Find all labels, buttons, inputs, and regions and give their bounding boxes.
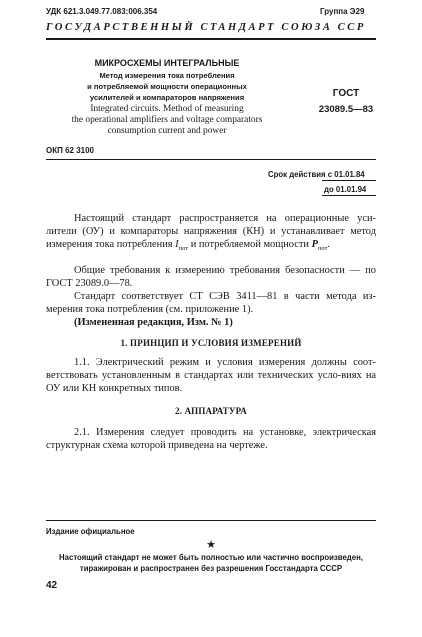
star-icon: ★ (206, 539, 216, 551)
okp-rule (46, 159, 376, 160)
validity-to-label: до (324, 185, 334, 194)
validity-from-label: Срок действия с (268, 170, 333, 179)
validity-from-date: 01.01.84 (334, 170, 365, 179)
doc-title: МИКРОСХЕМЫ ИНТЕГРАЛЬНЫЕ (94, 58, 240, 68)
subscript-pot: пот (178, 245, 189, 253)
udk-code: УДК 621.3.049.77.083:006.354 (46, 7, 158, 16)
title-en-line: the operational amplifiers and voltage comparators (71, 115, 263, 125)
symbol-p: P (311, 239, 318, 250)
section-1-paragraph: 1.1. Электрический режим и условия измерения должны соот-ветствовать установленным в стандартах или технических усло-виях на ОУ или КН конкретных типов. (46, 357, 376, 394)
footer-rule (46, 520, 376, 521)
subscript-pot: пот (317, 245, 328, 253)
validity-underline (322, 180, 376, 181)
general-requirements-paragraph: Общие требования к измерению требования безопасности — по ГОСТ 23089.0—78. (46, 265, 376, 289)
title-ru-line: Метод измерения тока потребления (99, 71, 235, 80)
header-rule (46, 38, 376, 40)
validity-to (324, 185, 366, 194)
okp-code: ОКП 62 3100 (46, 146, 94, 155)
title-en-line: Integrated circuits. Method of measuring (90, 104, 244, 114)
section-1-title: 1. ПРИНЦИП И УСЛОВИЯ ИЗМЕРЕНИЙ (120, 338, 302, 348)
copyright-line: тиражирован и распространен без разрешения Госстандарта СССР (79, 564, 343, 573)
validity-to-date: 01.01.94 (335, 185, 367, 194)
doc-title-en (40, 104, 294, 137)
amendment-note: (Измененная редакция, Изм. № 1) (74, 317, 233, 328)
intro-paragraph: Настоящий стандарт распространяется на операционные уси-лители (ОУ) и компараторы напряжения (КН) и устанавливает метод измерения тока потребления $I_{пот}$ и потребляемой мощности $P_{пот}$. (46, 213, 376, 253)
edition-note: Издание официальное (46, 527, 135, 536)
title-en-line: consumption current and power (107, 126, 227, 136)
copyright-line: Настоящий стандарт не может быть полностью или частично воспроизведен, (59, 553, 363, 562)
validity-from (268, 170, 365, 179)
agency-banner: ГОСУДАРСТВЕННЫЙ СТАНДАРТ СОЮЗА ССР (46, 22, 366, 33)
standard-compliance-paragraph: Стандарт соответствует СТ СЭВ 3411—81 в части метода из-мерения тока потребления (см. приложение 1). (46, 291, 376, 315)
validity-underline (322, 195, 376, 196)
section-2-paragraph: 2.1. Измерения следует проводить на установке, электрическая структурная схема которой приведена на чертеже. (46, 427, 376, 451)
title-ru-line: и потребляемой мощности операционных (87, 82, 247, 91)
doc-title-ru (72, 70, 262, 103)
gost-label: ГОСТ (332, 88, 360, 99)
group-code: Группа Э29 (320, 7, 365, 16)
section-2-title: 2. АППАРАТУРА (175, 406, 247, 416)
title-ru-line: усилителей и компараторов напряжения (89, 93, 245, 102)
symbol-i: I (175, 239, 179, 250)
page-number: 42 (46, 580, 58, 591)
gost-number: 23089.5—83 (318, 104, 374, 115)
copyright-notice (46, 552, 376, 574)
